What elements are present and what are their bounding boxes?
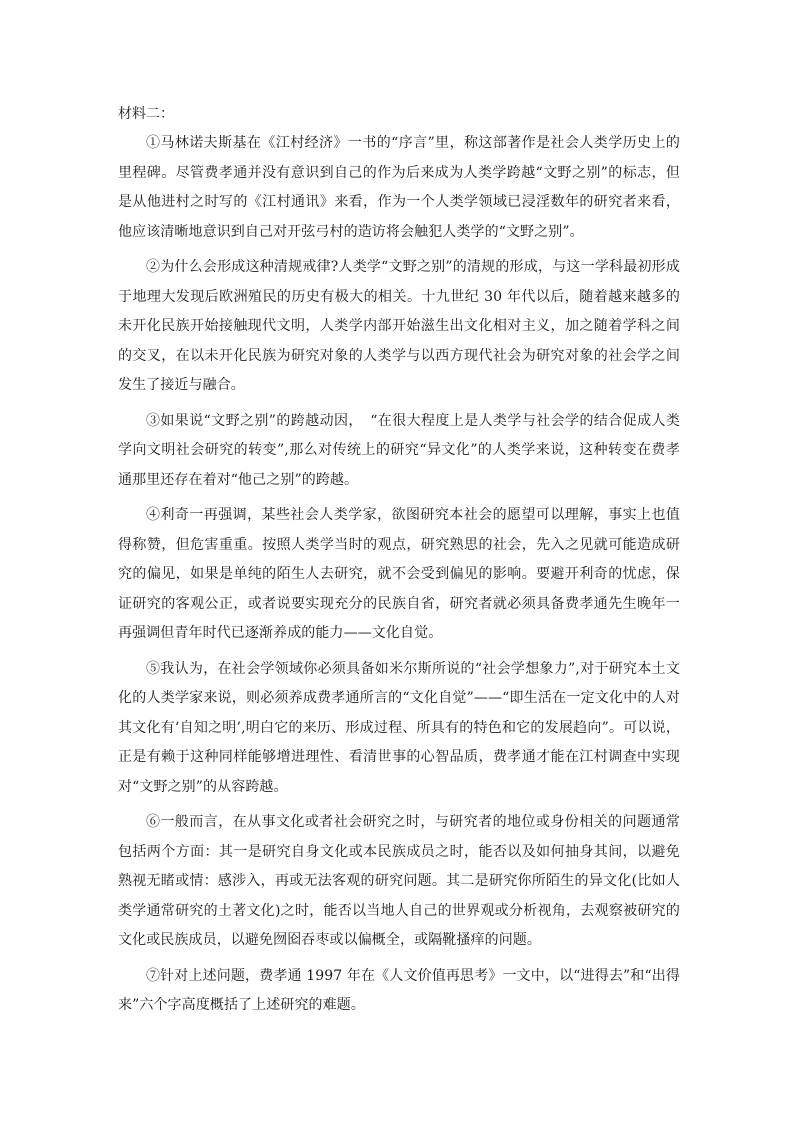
paragraph-1: ①马林诺夫斯基在《江村经济》一书的“序言”里，称这部著作是社会人类学历史上的里程碑。尽管费孝通并没有意识到自己的作为后来成为人类学跨越“文野之别”的标志，但是从他进村之时写的《江村通讯》来看，作为一个人类学领域已浸淫数年的研究者来看，他应该清晰地意识到自己对开弦弓村的造访将会触犯人类学的“文野之别”。 (118, 135, 680, 240)
paragraph-2: ②为什么会形成这种清规戒律?人类学“文野之别”的清规的形成，与这一学科最初形成于地理大发现后欧洲殖民的历史有极大的相关。十九世纪 30 年代以后，随着越来越多的未开化民族开始接触现代文明，人类学内部开始滋生出文化相对主义，加之随着学科之间的交叉，在以未开化民族为研究对象的人类学与以西方现代社会为研究对象的社会学之间发生了接近与融合。 (118, 259, 680, 393)
paragraph-3: ③如果说“文野之别”的跨越动因， “在很大程度上是人类学与社会学的结合促成人类学向文明社会研究的转变”,那么对传统上的研究“异文化”的人类学来说，这种转变在费孝通那里还存在着对“他己之别”的跨越。 (118, 412, 680, 488)
paragraph-5: ⑤我认为，在社会学领域你必须具备如米尔斯所说的“社会学想象力”,对于研究本土文化的人类学家来说，则必须养成费孝通所言的“文化自觉”——“即生活在一定文化中的人对其文化有‘自知之明’,明白它的来历、形成过程、所具有的特色和它的发展趋向”。可以说，正是有赖于这种同样能够增进理性、看清世事的心智品质，费孝通才能在江村调查中实现对“文野之别”的从容跨越。 (118, 660, 680, 795)
section-heading: 材料二： (118, 106, 174, 122)
paragraph-7: ⑦针对上述问题，费孝通 1997 年在《人文价值再思考》一文中，以“进得去”和“出得来”六个字高度概括了上述研究的难题。 (118, 967, 680, 1013)
paragraph-4: ④利奇一再强调，某些社会人类学家，欲图研究本社会的愿望可以理解，事实上也值得称赞，但危害重重。按照人类学当时的观点，研究熟思的社会，先入之见就可能造成研究的偏见，如果是单纯的陌生人去研究，就不会受到偏见的影响。要避开利奇的忧虑，保证研究的客观公正，或者说要实现充分的民族自省，研究者就必须具备费孝通先生晚年一再强调但青年时代已逐渐养成的能力——文化自觉。 (118, 507, 680, 641)
document-body (118, 100, 680, 1027)
paragraph-6: ⑥一般而言，在从事文化或者社会研究之时，与研究者的地位或身份相关的问题通常包括两个方面：其一是研究自身文化或本民族成员之时，能否以及如何抽身其间，以避免熟视无睹或情：感涉入，再或无法客观的研究问题。其二是研究你所陌生的异文化(比如人类学通常研究的土著文化)之时，能否以当地人自己的世界观或分析视角，去观察被研究的文化或民族成员，以避免囫囵吞枣或以偏概全，或隔靴搔痒的问题。 (118, 814, 680, 948)
